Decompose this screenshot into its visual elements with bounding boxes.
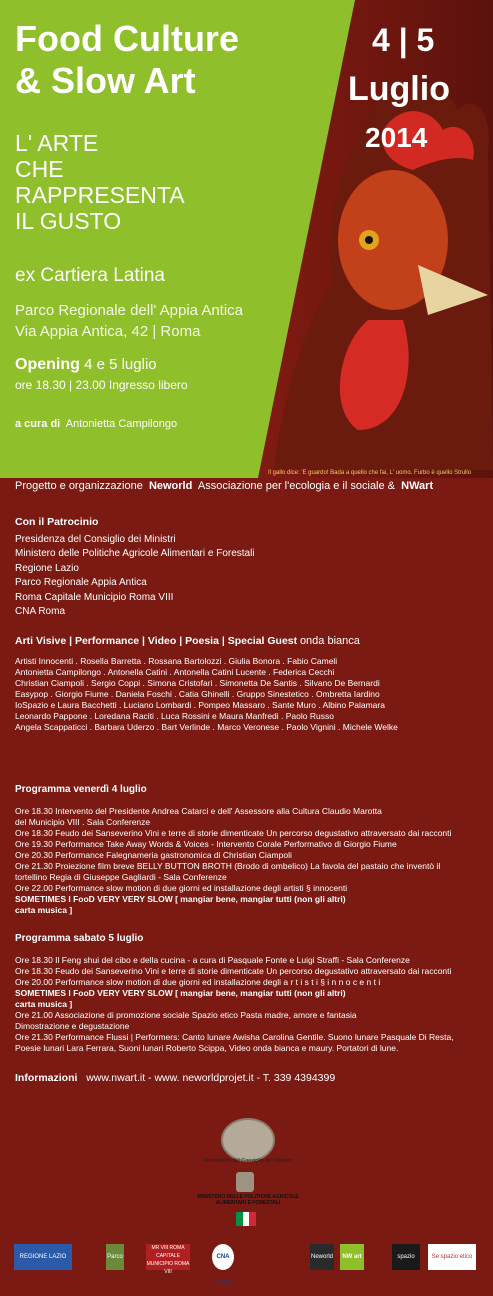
opening-info [15,355,188,395]
regione-lazio-logo: REGIONE LAZIO [14,1244,72,1270]
program-line: carta musica ] [15,904,73,915]
program-line: Ore 18.30 Intervento del Presidente Andrea Catarci e dell' Assessore alla Cultura Claudio Marotta [15,805,382,816]
artist-line: Christian Ciampoli . Sergio Coppi . Simona Cristofari . Simonetta De Santis . Silvano De Bernardi [15,677,380,688]
hero-banner [0,0,493,478]
spazio-etico-logo: Se spazio etico [428,1244,476,1270]
program-line: Ore 22.00 Performance slow motion di due giorni ed installazione degli artisti § innocenti [15,882,348,893]
italian-flag-icon [236,1212,256,1226]
program-line: Ore 18.30 Il Feng shui del cibo e della cucina - a cura di Pasquale Fonte e Luigi Straffi - Sala Conferenze [15,954,410,965]
program-line: Poesie lunari Lara Ferrara, Suoni lunari Roberto Scippa, Video onda bianca e maury. Portatori di lune. [15,1042,399,1053]
org-prefix: Progetto e organizzazione [15,480,143,492]
program-line: Ore 19.30 Performance Take Away Words & Voices - Intervento Corale Performativo di Giorgio Fiume [15,838,397,849]
artist-line: Artisti Innocenti . Rosella Barretta . Rossana Bartolozzi . Giulia Bonora . Fabio Cameli [15,655,338,666]
artist-line: IoSpazio e Laura Bacchetti . Luciano Lombardi . Pompeo Massaro . Sante Muro . Albino Palamara [15,699,385,710]
program-line: Ore 18.30 Feudo dei Sanseverino Vini e terre di storie dimenticate Un percorso degustativo attraversato dai racconti [15,965,452,976]
program-line: tortellino Regia di Giuseppe Gagliardi - Sala Conferenze [15,871,227,882]
organizer [15,480,433,492]
program-line: Ore 21.30 Performance Flussi | Performers: Canto lunare Awisha Carolina Gentile. Suono lunare Pasquale Di Resta, [15,1031,454,1042]
curator [15,418,177,430]
date-days: 4 | 5 [372,22,435,58]
opening-label: Opening [15,356,80,373]
org-desc: Associazione per l'ecologia e il sociale & [197,480,396,492]
program-line: carta musica ] [15,998,73,1009]
title-line2: & Slow Art [15,60,196,101]
parco-logo: Parco [106,1244,124,1270]
program-saturday [15,932,485,1054]
info-line [15,1072,335,1084]
curator-label: a cura di [15,418,61,430]
artist-line: Angela Scappaticci . Barbara Uderzo . Bart Verlinde . Marco Veronese . Paolo Vignini . Michele Welke [15,721,398,732]
address-line1: Parco Regionale dell' Appia Antica [15,302,244,319]
info-label: Informazioni [15,1072,78,1084]
spazio-logo: spazio [392,1244,420,1270]
program-line: Ore 20.00 Performance slow motion di due giorni ed installazione degli a r t i s t i § i n n o c e n t i [15,976,381,987]
program-line: Ore 21.00 Associazione di promozione sociale Spazio etico Pasta madre, amore e fantasia [15,1009,357,1020]
image-caption: Il gallo dice: 'E guardo! Bada a quello che fai, L' uomo. Furbo è quello Strullo [268,470,472,476]
tagline-line: L' ARTE [15,130,99,156]
patronage-item: Roma Capitale Municipio Roma VIII [15,591,174,603]
opening-hours: ore 18.30 | 23.00 Ingresso libero [15,378,188,392]
patronage-item: Ministero delle Politiche Agricole Alimentari e Forestali [15,548,255,559]
patronage-item: CNA Roma [15,606,66,617]
program-line: SOMETIMES I FooD VERY VERY SLOW [ mangiar bene, mangiar tutti (non gli altri) [15,987,346,998]
program-line: Ore 20.30 Performance Falegnameria gastronomica di Christian Ciampoli [15,849,292,860]
date-year: 2014 [365,122,428,153]
patronage-item: Parco Regionale Appia Antica [15,577,147,588]
tagline [15,130,185,234]
italian-republic-emblem-icon [221,1118,275,1162]
date-month: Luglio [348,70,450,108]
mipaaf-caption: MINISTERO DELLE POLITICHE AGRICOLE ALIMENTARI E FORESTALI [197,1194,299,1206]
event-title [15,18,335,102]
cna-logo: CNA Roma [212,1244,234,1270]
neworld-logo: Neworld [310,1244,334,1270]
artist-line: Antonietta Campilongo . Antonella Catini . Antonella Catini Lucente . Federica Cecchi [15,666,335,677]
special-guest: onda bianca [299,635,360,647]
org-name2: NWart [401,480,434,492]
program-heading: Programma sabato 5 luglio [15,933,144,944]
artist-line: Easypop . Giorgio Fiume . Daniela Foschi . Catia Ghinelli . Gruppo Sinestetico . Ombretta Iardino [15,688,380,699]
patronage-heading: Con il Patrocinio [15,516,99,528]
program-line: Ore 18.30 Feudo dei Sanseverino Vini e terre di storie dimenticate Un percorso degustativo attraversato dai racconti [15,827,452,838]
municipio-logo: MR VIII ROMA CAPITALE MUNICIPIO ROMA VIII [146,1245,190,1275]
patronage [15,515,485,620]
program-friday [15,783,485,916]
org-name: Neworld [148,480,193,492]
sponsor-logos [0,1236,493,1286]
title-line1: Food Culture [15,18,239,59]
opening-dates: 4 e 5 luglio [84,356,157,373]
program-heading: Programma venerdì 4 luglio [15,784,147,795]
program-line: del Municipio VIII . Sala Conferenze [15,816,151,827]
mipaaf-emblem-icon [236,1172,254,1192]
tagline-line: RAPPRESENTA [15,182,185,208]
venue-address [15,300,243,342]
venue-name: ex Cartiera Latina [15,265,165,286]
nwart-logo: NW art [340,1244,364,1270]
program-line: Dimostrazione e degustazione [15,1020,130,1031]
patronage-item: Presidenza del Consiglio dei Ministri [15,533,176,545]
info-contacts[interactable]: www.nwart.it - www. neworldprojet.it - T. 339 4394399 [86,1072,336,1084]
pcm-caption: Presidenza del Consiglio dei Ministri [203,1158,292,1164]
tagline-line: CHE [15,156,64,182]
address-line2: Via Appia Antica, 42 | Roma [15,323,201,340]
curator-name: Antonietta Campilongo [65,418,178,430]
patronage-item: Regione Lazio [15,562,79,574]
artist-line: Leonardo Pappone . Loredana Raciti . Luca Rossini e Maura Manfredi . Paolo Russo [15,710,334,721]
tagline-line: IL GUSTO [15,208,122,234]
artists [15,634,485,733]
program-line: SOMETIMES I FooD VERY VERY SLOW [ mangiar bene, mangiar tutti (non gli altri) [15,893,346,904]
program-line: Ore 21.30 Proiezione film breve BELLY BUTTON BROTH (Brodo di ombelico) La favola del pastaio che inventò il [15,860,441,871]
artists-heading: Arti Visive | Performance | Video | Poesia | Special Guest [15,635,298,647]
